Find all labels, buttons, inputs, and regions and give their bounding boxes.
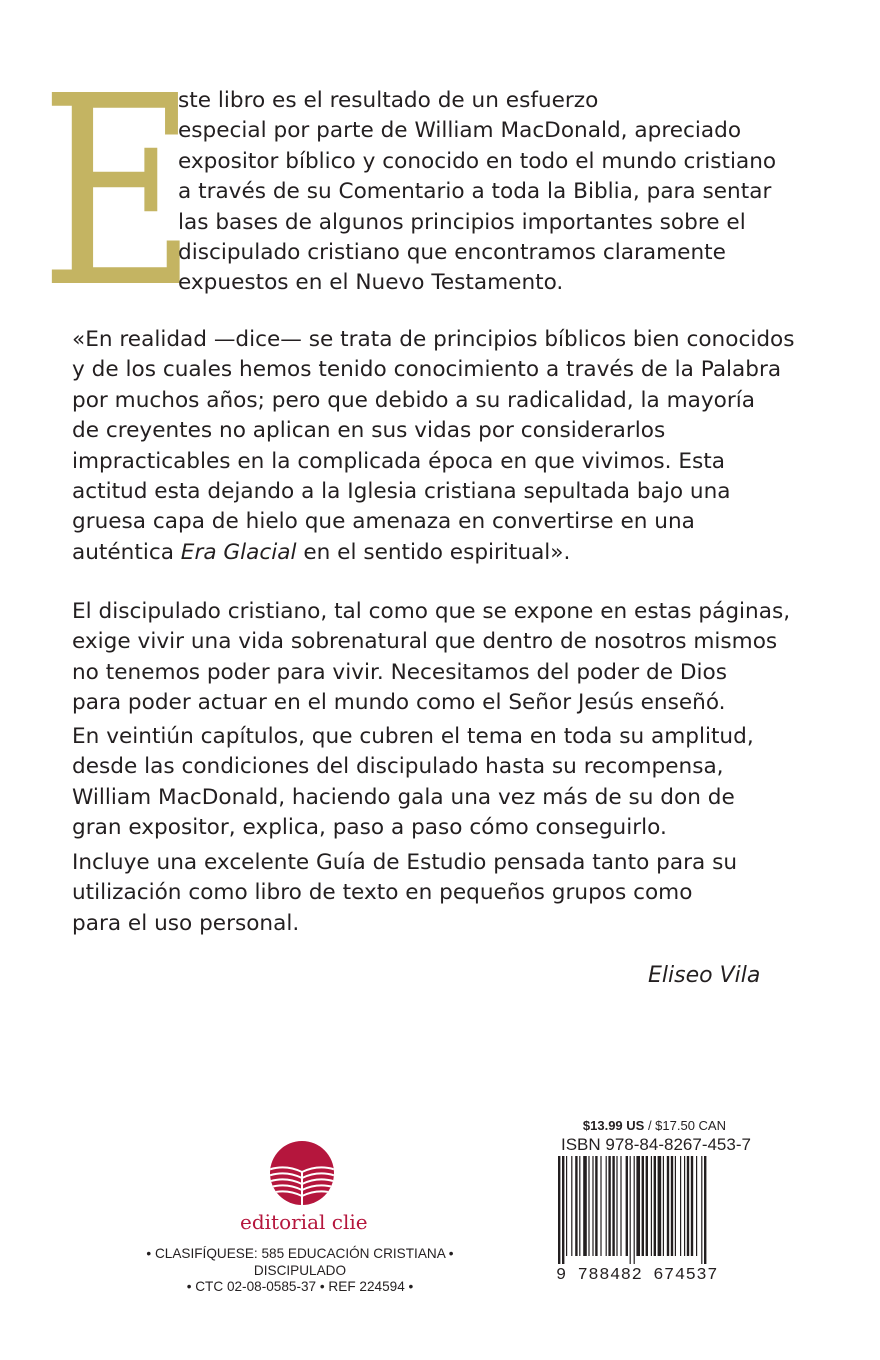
text-segment: en el sentido espiritual».	[296, 539, 571, 565]
publisher-name: editorial clie	[240, 1210, 368, 1234]
classification-line: • CTC 02-08-0585-37 • REF 224594 •	[186, 1279, 414, 1295]
intro-paragraph	[178, 86, 838, 299]
price-us: $13.99 US	[582, 1118, 645, 1133]
price-separator: /	[644, 1118, 656, 1133]
classification-block	[110, 1246, 490, 1296]
text-line: En veintiún capítulos, que cubren el tema en toda su amplitud,	[72, 724, 754, 749]
italic-phrase: Era Glacial	[180, 539, 297, 565]
text-line: utilización como libro de texto en pequeños grupos como	[72, 880, 693, 906]
price-label	[556, 1118, 726, 1133]
chapters-paragraph	[72, 722, 842, 844]
price-can: $17.50 CAN	[655, 1118, 726, 1133]
text-line: discipulado cristiano que encontramos claramente	[178, 240, 726, 266]
text-line: Incluye una excelente Guía de Estudio pensada tanto para su	[72, 850, 737, 875]
text-line: impracticables en la complicada época en que vivimos. Esta	[72, 448, 725, 474]
isbn-label: ISBN 978-84-8267-453-7	[561, 1135, 751, 1154]
text-line: expositor bíblico y conocido en todo el mundo cristiano	[178, 148, 777, 174]
drop-cap-letter: E	[40, 40, 197, 345]
text-segment: auténtica	[72, 539, 181, 565]
classification-line: • CLASIFÍQUESE: 585 EDUCACIÓN CRISTIANA •	[146, 1246, 454, 1261]
text-line: para poder actuar en el mundo como el Señor Jesús enseñó.	[72, 690, 726, 716]
study-guide-paragraph	[72, 848, 842, 939]
text-line: las bases de algunos principios importantes sobre el	[178, 209, 746, 235]
text-line: gran expositor, explica, paso a paso cómo conseguirlo.	[72, 815, 667, 841]
text-line: especial por parte de William MacDonald, apreciado	[178, 118, 742, 144]
barcode-icon	[556, 1156, 734, 1264]
discipleship-paragraph	[72, 597, 842, 719]
text-line: gruesa capa de hielo que amenaza en convertirse en una	[72, 509, 695, 535]
text-line: y de los cuales hemos tenido conocimiento a través de la Palabra	[72, 357, 782, 383]
text-line: no tenemos poder para vivir. Necesitamos del poder de Dios	[72, 659, 727, 685]
text-line: William MacDonald, haciendo gala una vez más de su don de	[72, 784, 735, 810]
text-line: ste libro es el resultado de un esfuerzo	[178, 88, 599, 113]
text-line: de creyentes no aplican en sus vidas por considerarlos	[72, 418, 666, 444]
text-line: por muchos años; pero que debido a su radicalidad, la mayoría	[72, 387, 755, 413]
text-line: para el uso personal.	[72, 910, 300, 936]
barcode-digits: 9 788482 674537	[556, 1266, 719, 1285]
text-line: desde las condiciones del discipulado hasta su recompensa,	[72, 754, 724, 780]
text-line: «En realidad —dice— se trata de principios bíblicos bien conocidos	[72, 327, 795, 352]
text-line: exige vivir una vida sobrenatural que dentro de nosotros mismos	[72, 629, 778, 655]
author-signature: Eliseo Vila	[648, 963, 761, 988]
text-line: expuestos en el Nuevo Testamento.	[178, 270, 564, 296]
text-line	[72, 538, 842, 568]
text-line: actitud esta dejando a la Iglesia cristiana sepultada bajo una	[72, 479, 731, 505]
open-book-logo-icon	[268, 1140, 336, 1206]
quote-paragraph	[72, 325, 842, 568]
text-line: El discipulado cristiano, tal como que se expone en estas páginas,	[72, 599, 791, 624]
classification-line: DISCIPULADO	[253, 1262, 347, 1278]
text-line: a través de su Comentario a toda la Biblia, para sentar	[178, 179, 772, 205]
